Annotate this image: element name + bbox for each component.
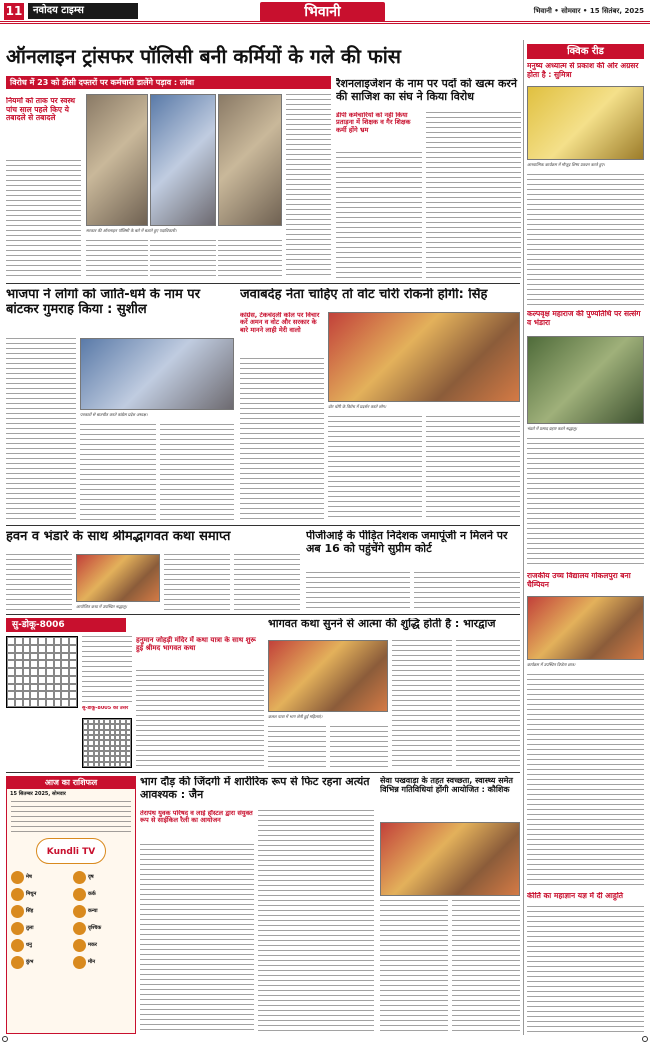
horoscope-sign [73,956,131,969]
lead-photo-2 [150,94,216,226]
pgi-col1-text [306,572,410,610]
lead-photo-1 [86,94,148,226]
hanuman-text [136,670,264,768]
bjp-headline: भाजपा ने लोगों को जाति-धर्म के नाम पर बांटकर गुमराह किया : सुशील [6,288,201,317]
bhagwat-col4-text [456,640,520,768]
header-bar [0,0,650,24]
quick-read-photo-2 [527,336,644,424]
vote-theft-col3-text [426,416,520,520]
vote-theft-headline: जवाबदेह नेता चाहिए तो वोट चोरी रोकनी होगी: सिंह [240,288,488,302]
horoscope-sign-label: वृष [88,874,94,880]
bjp-photo-caption: पत्रकारों से बातचीत करते कांग्रेस प्रदेश अध्यक्ष। [80,412,148,417]
sudoku-title: सु-डोकू-8006 [6,618,126,632]
vote-theft-caption: वोट चोरी के विरोध में प्रदर्शन करते लोग। [328,404,387,409]
rationalization-subhead: डीपी कर्मचारियों को नहीं किया प्रताड़ना में शिक्षक व गैर शिक्षक कर्मी होंगे भ्रम [336,112,411,134]
sudoku-answer-grid [82,718,132,768]
seva-photo [380,822,520,896]
quick-read-story2-title: कल्पवृक्ष महाराज की पुण्यतिथि पर सत्संग व भंडारा [527,310,641,327]
quick-read-title: क्विक रीड [527,44,644,59]
quick-read-story3-text [527,674,644,888]
horoscope-sign-label: मिथुन [26,891,37,897]
bjp-col3-text [160,424,234,520]
horoscope-sign [11,871,69,884]
vote-theft-col2-text [328,416,422,520]
fitness-col1-text [140,844,254,1034]
seva-col2-text [452,900,520,1034]
quick-read-story4-text [527,906,644,1032]
page-number: 11 [5,4,23,18]
bhagwat-col3-text [392,640,452,768]
divider-3 [6,614,520,615]
horoscope-sign [11,888,69,901]
lead-col2-text [86,240,148,278]
horoscope-box [6,776,136,1034]
horoscope-sign-label: मीन [88,959,96,965]
horoscope-panchang [11,801,131,835]
column-divider [523,40,524,1035]
sudoku-answer-label: सु-डोकू-8005 का उत्तर [82,706,129,711]
bhagwat-caption: कलश यात्रा में भाग लेती हुई महिलाएं। [268,714,323,719]
fitness-subhead: तेरापंथ युवक परिषद व लाई हॉस्टल द्वारा संयुक्त रूप से साईकिल रैली का आयोजन [140,810,253,825]
zodiac-icon [73,888,86,901]
zodiac-icon [11,956,24,969]
horoscope-sign [73,922,131,935]
quick-read-caption-2: भंडारे में प्रसाद ग्रहण करते श्रद्धालु। [527,426,578,431]
horoscope-sign [11,939,69,952]
bhagwat-headline: भागवत कथा सुनने से आत्मा की शुद्धि होती है : भारद्वाज [268,618,496,630]
masthead: नवोदय टाइम्स [28,3,138,19]
bjp-photo [80,338,234,410]
horoscope-sign-list [7,867,135,973]
dateline: भिवानी • सोमवार • 15 सितंबर, 2025 [533,7,644,15]
horoscope-sign [73,939,131,952]
lead-photo-caption: सरकार की ऑनलाइन पॉलिसी के बारे में बताते हुए पदाधिकारी। [86,228,177,233]
quick-read-caption-1: आध्यात्मिक कार्यक्रम में मौजूद शिष्य प्रवचन करते हुए। [527,162,605,167]
rationalization-col1-text [336,152,422,278]
horoscope-sign-label: मेष [26,874,32,880]
horoscope-sign-label: सिंह [26,908,34,914]
vote-theft-photo [328,312,520,402]
horoscope-sign-label: कर्क [88,891,96,897]
rationalization-headline: रैशनलाइजेशन के नाम पर पदों को खत्म करने की साजिश का संघ ने किया विरोध [336,78,518,103]
rationalization-col2-text [426,112,521,278]
zodiac-icon [11,939,24,952]
lead-photo-3 [218,94,282,226]
horoscope-sign-label: तुला [26,925,34,931]
havan-caption: आयोजित कथा में उपस्थित श्रद्धालु। [76,604,127,609]
quick-read-story1-title: मनुष्य अध्यात्म से प्रकाश की ओर अग्रसर होता है : सुमित्रा [527,62,639,79]
lead-col3-text [150,240,216,278]
havan-photo [76,554,160,602]
divider-4 [6,772,520,773]
lead-col5-text [286,94,331,278]
horoscope-sign-label: कन्या [88,908,98,914]
havan-col2-text [164,554,230,610]
divider-1 [6,283,520,284]
havan-col1-text [6,554,72,610]
lead-strap: विरोध में 23 को डीसी दफ्तरों पर कर्मचारी डालेंगे पड़ाव : लांबा [6,76,331,89]
horoscope-sign-label: मकर [88,942,97,948]
pgi-col2-text [414,572,520,610]
quick-read-caption-3: कार्यक्रम में उपस्थित विजेता छात्र। [527,662,576,667]
bjp-col2-text [80,424,156,520]
vote-theft-subhead: कांग्रेस, टेकचंदली कोल पर विचार करें अमन व वोट और सरकार के बारे मानने लाही मेरी वालो [240,312,320,334]
quick-read-story2-text [527,438,644,568]
lead-side-heading: नियमों को ताक पर स्वस्थ पांच साल पहले किए ये तबादले से तबादले [6,97,75,123]
quick-read-story3-title: राजकीय उच्च विद्यालय गोकलपुरा बना चैम्पियन [527,572,631,589]
horoscope-sign [11,905,69,918]
divider-2 [6,525,520,526]
horoscope-sign [73,888,131,901]
horoscope-sign-label: धनु [26,942,32,948]
horoscope-title: आज का राशिफल [7,777,135,789]
lead-headline: ऑनलाइन ट्रांसफर पॉलिसी बनी कर्मियों के गले की फांस [6,45,401,68]
seva-col1-text [380,900,448,1034]
registration-mark-left [2,1036,8,1042]
horoscope-sign-label: कुंभ [26,959,34,965]
zodiac-icon [11,871,24,884]
sudoku-grid[interactable] [6,636,78,708]
horoscope-sign [11,922,69,935]
horoscope-date: 15 सितम्बर 2025, सोमवार [10,791,66,797]
lead-col4-text [218,240,282,278]
havan-col3-text [234,554,300,610]
zodiac-icon [73,905,86,918]
zodiac-icon [73,871,86,884]
zodiac-icon [73,922,86,935]
zodiac-icon [73,956,86,969]
bhagwat-col1-text [268,726,326,768]
fitness-headline: भाग दौड़ की जिंदगी में शारीरिक रूप से फिट रहना अत्यंत आवश्यक : जैन [140,776,370,801]
zodiac-icon [11,905,24,918]
kundli-logo [36,838,106,864]
bhagwat-col2-text [330,726,388,768]
zodiac-icon [73,939,86,952]
seva-headline: सेवा पखवाड़ा के तहत स्वच्छता, स्वास्थ्य समेत विभिन्न गतिविधियां होंगी आयोजित : कौशिक [380,776,513,795]
zodiac-icon [11,888,24,901]
sudoku-instructions [82,636,132,704]
havan-headline: हवन व भंडारे के साथ श्रीमद्भागवत कथा समाप्त [6,530,231,544]
fitness-col2-text [258,810,374,1034]
horoscope-sign [73,905,131,918]
vote-theft-col1-text [240,358,324,520]
zodiac-icon [11,922,24,935]
registration-mark-right [642,1036,648,1042]
horoscope-sign-label: वृश्चिक [88,925,102,931]
pgi-headline: पीजीआई के पीड़ित निदेशक जमापूंजी न मिलने पर अब 16 को पहुंचेंगे सुप्रीम कोर्ट [306,530,508,555]
horoscope-sign [11,956,69,969]
hanuman-title: हनुमान जोहड़ी मंदिर में कथा यात्रा के साथ शुरू हुई श्रीमद भागवत कथा [136,636,256,653]
quick-read-story4-title: कीर्ति का महाज्ञान यज्ञ में दी आहुति [527,892,624,900]
lead-col1-text [6,160,81,278]
kundli-brand: Kundli TV [46,847,96,857]
bhagwat-photo [268,640,388,712]
horoscope-sign [73,871,131,884]
quick-read-photo-1 [527,86,644,160]
quick-read-story1-text [527,174,644,306]
bjp-col1-text [6,338,76,520]
quick-read-photo-3 [527,596,644,660]
section-title: भिवानी [260,2,385,22]
